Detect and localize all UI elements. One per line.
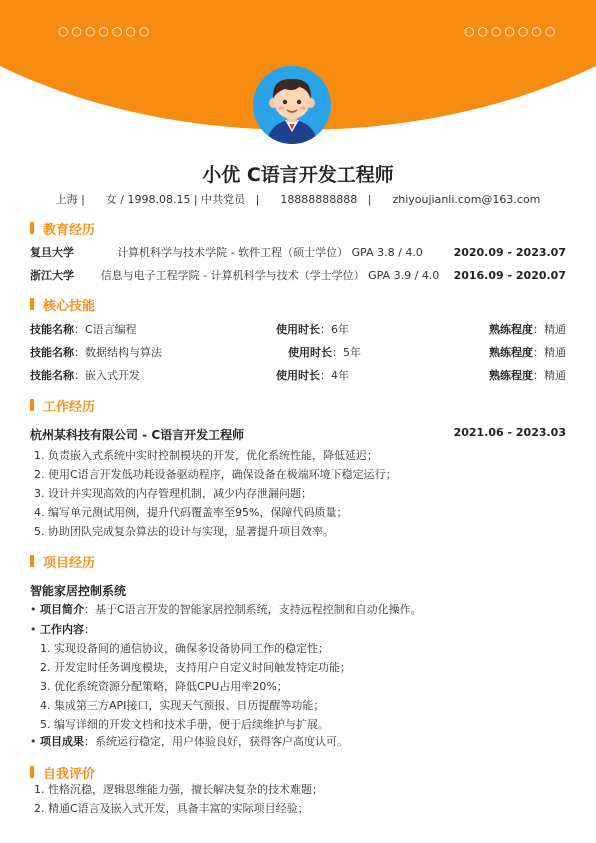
list-item: 1. 实现设备间的通信协议，确保多设备协同工作的稳定性； xyxy=(40,642,329,655)
project-task-list xyxy=(40,639,351,734)
list-item: 4. 集成第三方API接口，实现天气预报、日历提醒等功能； xyxy=(40,699,325,712)
skill-row: 技能名称：数据结构与算法 使用时长：5年 熟练程度：精通 xyxy=(30,346,566,359)
skill-level-label: 熟练程度 xyxy=(489,369,533,382)
skill-name-label: 技能名称 xyxy=(30,369,74,382)
section-marker xyxy=(30,399,34,411)
skill-row: 技能名称：嵌入式开发 使用时长：4年 熟练程度：精通 xyxy=(30,369,566,382)
project-content-heading: • 工作内容： xyxy=(30,623,95,636)
list-item: 1. 负责嵌入式系统中实时控制模块的开发，优化系统性能，降低延迟； xyxy=(34,449,378,462)
list-item: 3. 优化系统资源分配策略，降低CPU占用率20%； xyxy=(40,680,288,693)
list-item: 2. 使用C语言开发低功耗设备驱动程序，确保设备在极端环境下稳定运行； xyxy=(34,468,397,481)
skill-duration-value: 4年 xyxy=(331,369,349,382)
education-row xyxy=(30,245,566,261)
skill-duration-value: 5年 xyxy=(343,346,361,359)
job-heading xyxy=(30,426,566,443)
work-duty-list xyxy=(34,446,397,541)
job-period: 2021.06 - 2023.03 xyxy=(453,426,566,439)
section-title-self-eval: 自我评价 xyxy=(43,767,96,782)
project-result-label: 项目成果 xyxy=(40,735,84,748)
skill-level-value: 精通 xyxy=(544,323,566,336)
skill-name-label: 技能名称 xyxy=(30,323,74,336)
skill-level-label: 熟练程度 xyxy=(489,323,533,336)
list-item: 3. 设计并实现高效的内存管理机制，减少内存泄漏问题； xyxy=(34,487,312,500)
skill-row: 技能名称：C语言编程 使用时长：6年 熟练程度：精通 xyxy=(30,323,566,336)
school-name: 浙江大学 xyxy=(30,269,74,282)
list-item: 4. 编写单元测试用例，提升代码覆盖率至95%，保障代码质量； xyxy=(34,506,348,519)
education-period: 2020.09 - 2023.07 xyxy=(453,246,566,259)
project-intro-label: 项目简介 xyxy=(40,603,84,616)
school-name: 复旦大学 xyxy=(30,246,74,259)
section-title-skills: 核心技能 xyxy=(43,299,96,314)
education-detail: 信息与电子工程学院 - 计算机科学与技术（学士学位） GPA 3.9 / 4.0 xyxy=(100,269,440,282)
avatar xyxy=(253,66,331,144)
project-intro: • 项目简介：基于C语言开发的智能家居控制系统，支持远程控制和自动化操作。 xyxy=(30,603,422,616)
list-item: 2. 开发定时任务调度模块，支持用户自定义时间触发特定功能； xyxy=(40,661,351,674)
section-title-education: 教育经历 xyxy=(43,223,96,238)
skill-name-value: 数据结构与算法 xyxy=(85,346,162,359)
boy-avatar-icon xyxy=(253,66,331,144)
section-marker xyxy=(30,222,34,234)
section-title-work: 工作经历 xyxy=(43,400,96,415)
skill-name-value: C语言编程 xyxy=(85,323,137,336)
skill-name-label: 技能名称 xyxy=(30,346,74,359)
contact-line: 上海 | 女 / 1998.08.15 | 中共党员 | 18888888888 | zhiyoujianli.com@163.com xyxy=(55,193,541,206)
skill-level-value: 精通 xyxy=(544,346,566,359)
list-item: 5. 协助团队完成复杂算法的设计与实现，显著提升项目效率。 xyxy=(34,525,334,538)
company-title: 杭州某科技有限公司 - C语言开发工程师 xyxy=(30,428,245,442)
project-content-label: 工作内容 xyxy=(40,623,84,636)
skill-duration-label: 使用时长 xyxy=(288,346,332,359)
skill-duration-label: 使用时长 xyxy=(276,323,320,336)
education-detail: 计算机科学与技术学院 - 软件工程（硕士学位） GPA 3.8 / 4.0 xyxy=(117,246,423,259)
list-item: 1. 性格沉稳，逻辑思维能力强，擅长解决复杂的技术难题； xyxy=(34,783,323,796)
education-period: 2016.09 - 2020.07 xyxy=(453,269,566,282)
section-title-project: 项目经历 xyxy=(43,556,96,571)
self-eval-list xyxy=(34,780,323,818)
skill-level-value: 精通 xyxy=(544,369,566,382)
section-marker xyxy=(30,766,34,778)
project-intro-text: ：基于C语言开发的智能家居控制系统，支持远程控制和自动化操作。 xyxy=(84,603,422,616)
decorative-dots-left: ○○○○○○○ xyxy=(58,24,153,38)
skill-name-value: 嵌入式开发 xyxy=(85,369,140,382)
section-marker xyxy=(30,555,34,567)
section-marker xyxy=(30,298,34,310)
project-name: 智能家居控制系统 xyxy=(30,584,127,598)
list-item: 5. 编写详细的开发文档和技术手册，便于后续维护与扩展。 xyxy=(40,718,329,731)
decorative-dots-right: ○○○○○○○ xyxy=(464,24,559,38)
project-result-text: ：系统运行稳定，用户体验良好，获得客户高度认可。 xyxy=(84,735,348,748)
project-result: • 项目成果：系统运行稳定，用户体验良好，获得客户高度认可。 xyxy=(30,735,348,748)
skill-duration-value: 6年 xyxy=(331,323,349,336)
skill-duration-label: 使用时长 xyxy=(276,369,320,382)
page-title: 小优 C语言开发工程师 xyxy=(202,164,394,186)
skill-level-label: 熟练程度 xyxy=(489,346,533,359)
list-item: 2. 精通C语言及嵌入式开发，具备丰富的实际项目经验； xyxy=(34,802,309,815)
education-row xyxy=(30,268,566,284)
